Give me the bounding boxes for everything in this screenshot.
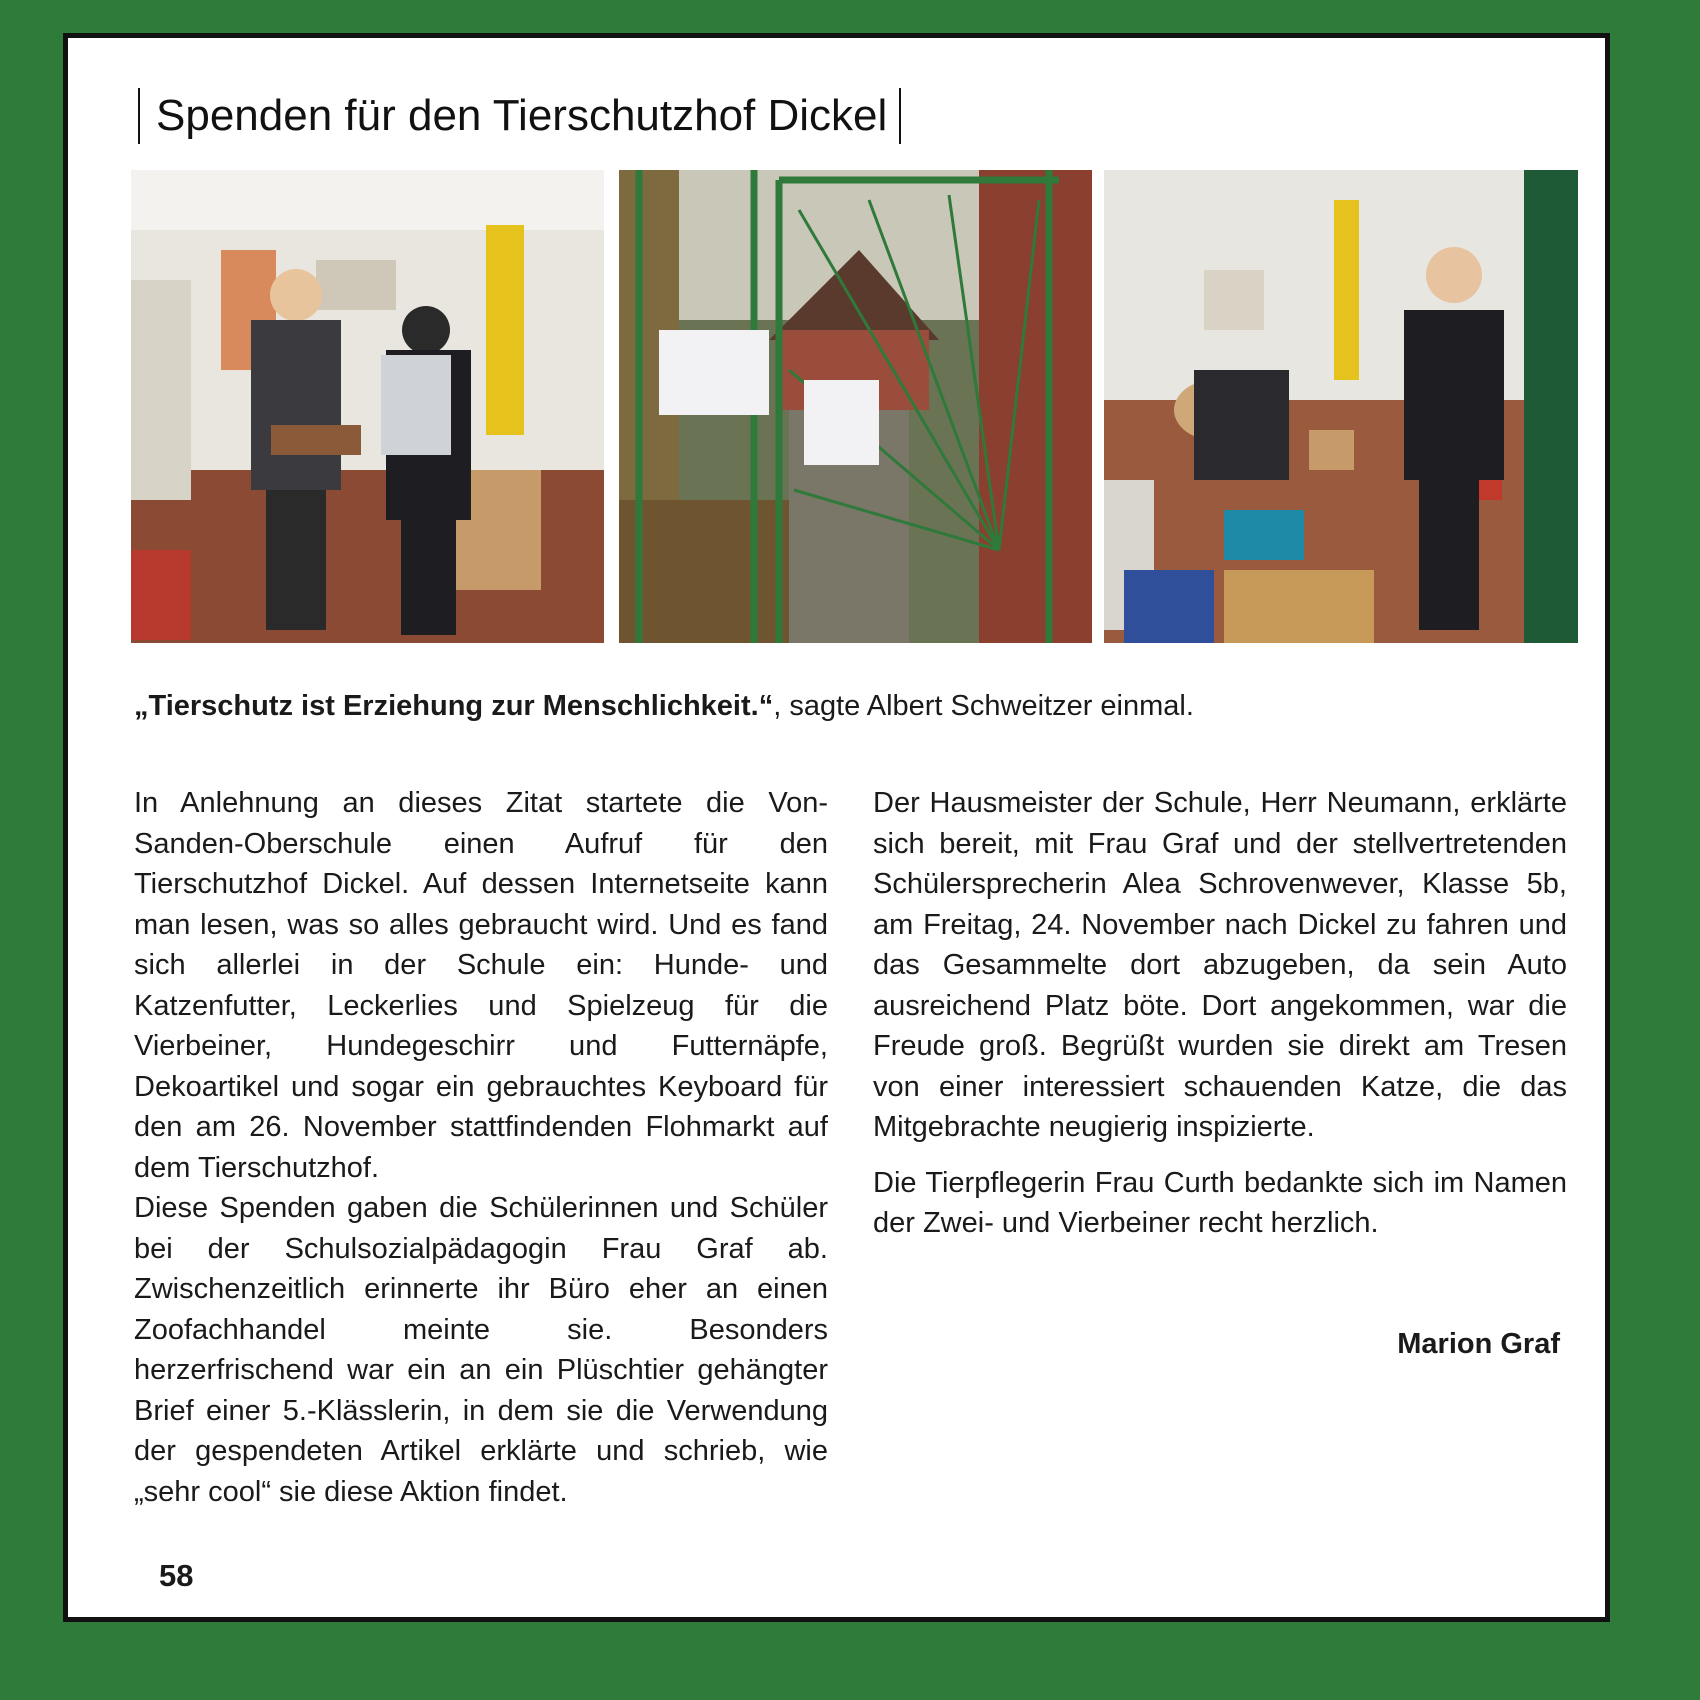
photo-tierschutzhof-gate [619,170,1092,643]
magazine-page [63,33,1610,1622]
paragraph: Die Tierpflegerin Frau Curth bedankte sich im Namen der Zwei- und Vierbeiner recht herzlich. [873,1166,1567,1239]
page-number: 58 [159,1558,194,1593]
author-signature: Marion Graf [1397,1328,1560,1360]
paragraph: Diese Spenden gaben die Schülerinnen und Schüler bei der Schulsozialpädagogin Frau Graf ab. Zwischenzeitlich erinnerte ihr Büro eher an einen Zoofachhandel meinte sie. Besonders herzerfrischend war ein an ein Plüschtier gehängter Brief einer 5.-Klässlerin, in dem sie die Verwendung der gespendeten Artikel erklärte und schrieb, wie „sehr cool“ sie diese Aktion findet. [134,1192,828,1508]
quote-bold: „Tierschutz ist Erziehung zur Menschlichkeit.“ [134,690,774,722]
left-column [134,783,828,1512]
right-column [873,783,1567,1244]
paragraph: Der Hausmeister der Schule, Herr Neumann, erklärte sich bereit, mit Frau Graf und der stellvertretenden Schülersprecherin Alea Schrovenwever, Klasse 5b, am Freitag, 24. November nach Dickel zu fahren und das Gesammelte dort abzugeben, da sein Auto ausreichend Platz böte. Dort angekommen, war die Freude groß. Begrüßt wurden sie direkt am Tresen von einer interessiert schauenden Katze, die das Mitgebrachte neugierig inspizierte. [873,787,1567,1143]
article-title: Spenden für den Tierschutzhof Dickel [138,88,901,144]
paragraph: In Anlehnung an dieses Zitat startete die Von-Sanden-Oberschule einen Aufruf für den Tierschutzhof Dickel. Auf dessen Internetseite kann man lesen, was so alles gebraucht wird. Und es fand sich allerlei in der Schule ein: Hunde- und Katzenfutter, Leckerlies und Spielzeug für die Vierbeiner, Hundegeschirr und Futternäpfe, Dekoartikel und sogar ein gebrauchtes Keyboard für den am 26. November stattfindenden Flohmarkt auf dem Tierschutzhof. [134,787,828,1184]
quote-line [134,686,1194,726]
quote-attribution: , sagte Albert Schweitzer einmal. [773,690,1194,722]
photo-unpacking-donations [1104,170,1578,643]
photo-donation-room [131,170,604,643]
